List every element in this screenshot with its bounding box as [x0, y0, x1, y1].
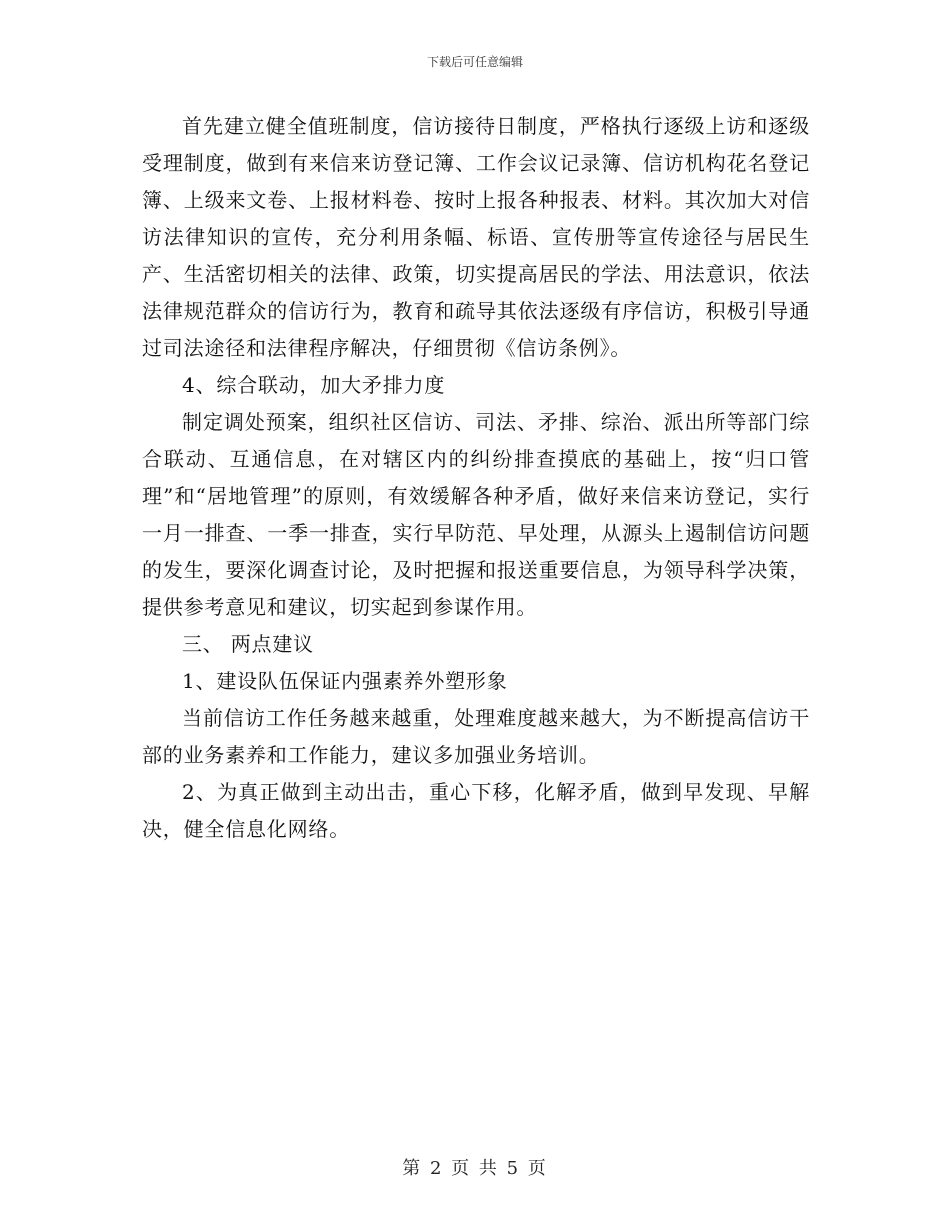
- section-heading-suggestions: 三、 两点建议: [182, 632, 314, 656]
- header-note: 下载后可任意编辑: [426, 55, 523, 69]
- page-number-footer: 第 2 页 共 5 页: [402, 1158, 548, 1179]
- paragraph-training: 当前信访工作任务越来越重，处理难度越来越大，为不断提高信访干部的业务素养和工作能力，建议多加强业务培训。: [142, 706, 810, 767]
- paragraph-measures: 首先建立健全值班制度，信访接待日制度，严格执行逐级上访和逐级受理制度，做到有来信来访登记簿、工作会议记录簿、信访机构花名登记簿、上级来文卷、上报材料卷、按时上报各种报表、材料。其次加大对信访法律知识的宣传，充分利用条幅、标语、宣传册等宣传途径与居民生产、生活密切相关的法律、政策，切实提高居民的学法、用法意识，依法法律规范群众的信访行为，教育和疏导其依法逐级有序信访，积极引导通过司法途径和法律程序解决，仔细贯彻《信访条例》。: [142, 114, 810, 360]
- section-heading-linkage: 4、综合联动，加大矛排力度: [182, 373, 446, 397]
- paragraph-information-network: 2、为真正做到主动出击，重心下移，化解矛盾，做到早发现、早解决，健全信息化网络。: [142, 780, 810, 841]
- paragraph-linkage: 制定调处预案，组织社区信访、司法、矛排、综治、派出所等部门综合联动、互通信息，在对辖区内的纠纷排查摸底的基础上，按“归口管理”和“居地管理”的原则，有效缓解各种矛盾，做好来信来访登记，实行一月一排查、一季一排查，实行早防范、早处理，从源头上遏制信访问题的发生，要深化调查讨论，及时把握和报送重要信息，为领导科学决策，提供参考意见和建议，切实起到参谋作用。: [142, 410, 810, 619]
- subheading-team-building: 1、建设队伍保证内强素养外塑形象: [182, 669, 508, 693]
- document-body: [142, 108, 810, 848]
